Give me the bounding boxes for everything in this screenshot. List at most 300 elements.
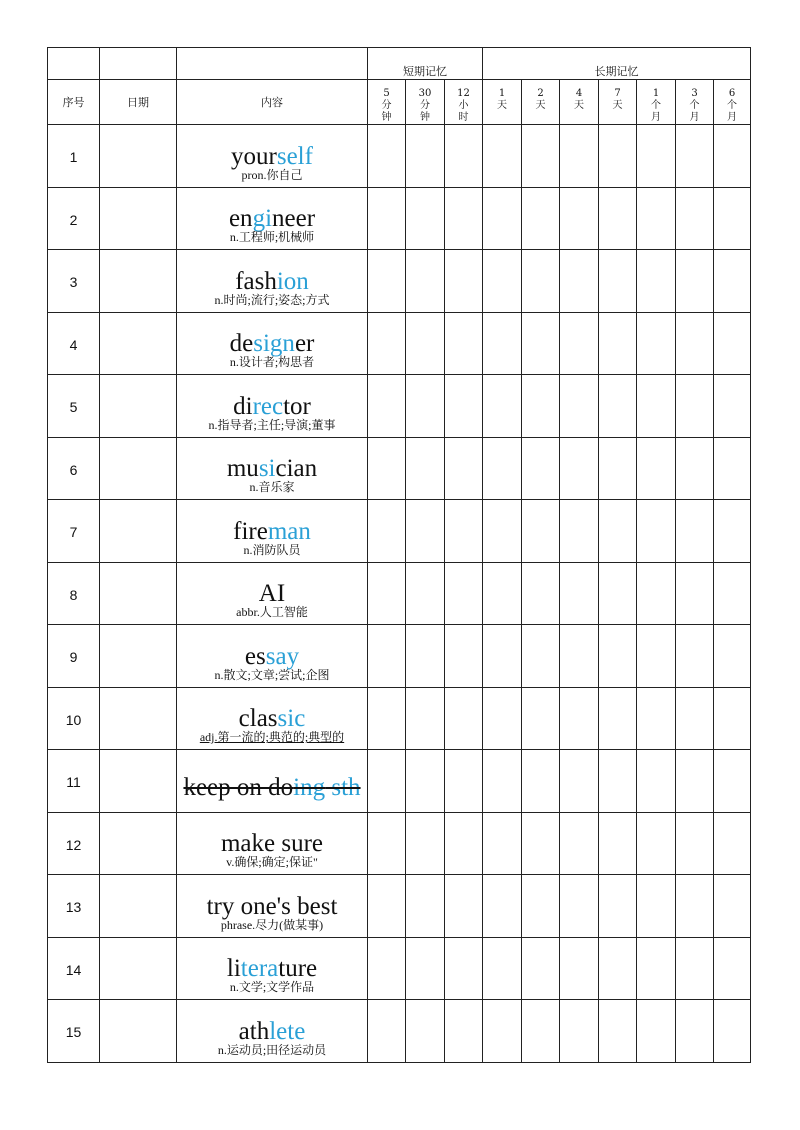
word-meaning: pron.你自己 <box>241 167 303 182</box>
review-check-cell[interactable] <box>368 750 406 813</box>
word-part: er <box>294 330 315 358</box>
date-cell[interactable] <box>100 312 177 375</box>
review-check-cell[interactable] <box>676 812 714 875</box>
interval-label-part: 个 <box>651 100 661 111</box>
review-check-cell[interactable] <box>368 812 406 875</box>
row-index: 15 <box>48 1000 100 1063</box>
content-cell <box>177 875 368 938</box>
content-cell <box>177 562 368 625</box>
interval-label-part: 钟 <box>420 112 430 123</box>
review-check-cell[interactable] <box>599 1000 637 1063</box>
date-cell[interactable] <box>100 625 177 688</box>
interval-label-part: 1 <box>498 88 506 99</box>
review-check-cell[interactable] <box>445 250 483 313</box>
review-check-cell[interactable] <box>599 125 637 188</box>
review-check-cell[interactable] <box>368 375 406 438</box>
review-check-cell[interactable] <box>406 562 445 625</box>
review-check-cell[interactable] <box>714 562 751 625</box>
review-check-cell[interactable] <box>637 1000 676 1063</box>
review-check-cell[interactable] <box>445 750 483 813</box>
review-check-cell[interactable] <box>406 250 445 313</box>
review-check-cell[interactable] <box>676 750 714 813</box>
word-meaning: adj.第一流的;典范的;典型的 <box>199 730 345 745</box>
review-check-cell[interactable] <box>406 687 445 750</box>
interval-label-part: 天 <box>535 100 546 111</box>
review-check-cell[interactable] <box>676 937 714 1000</box>
table-row <box>48 750 751 813</box>
vocab-word <box>177 706 367 731</box>
review-check-cell[interactable] <box>406 125 445 188</box>
vocab-word <box>177 206 367 231</box>
vocab-word <box>177 831 367 856</box>
review-check-cell[interactable] <box>368 875 406 938</box>
review-check-cell[interactable] <box>483 500 522 563</box>
word-part: clas <box>238 705 278 733</box>
review-check-cell[interactable] <box>637 437 676 500</box>
review-check-cell[interactable] <box>637 250 676 313</box>
review-check-cell[interactable] <box>406 875 445 938</box>
word-part: your <box>231 142 277 170</box>
word-part: en <box>228 205 253 233</box>
header-blank-cell <box>48 48 100 80</box>
row-index: 9 <box>48 625 100 688</box>
review-check-cell[interactable] <box>676 437 714 500</box>
review-check-cell[interactable] <box>637 687 676 750</box>
interval-label-part: 天 <box>612 100 623 111</box>
review-check-cell[interactable] <box>368 937 406 1000</box>
date-cell[interactable] <box>100 1000 177 1063</box>
review-check-cell[interactable] <box>560 562 599 625</box>
word-highlight: ing <box>293 773 326 801</box>
review-check-cell[interactable] <box>560 687 599 750</box>
date-cell[interactable] <box>100 125 177 188</box>
review-check-cell[interactable] <box>560 437 599 500</box>
review-check-cell[interactable] <box>368 312 406 375</box>
row-index: 2 <box>48 187 100 250</box>
review-check-cell[interactable] <box>483 687 522 750</box>
word-part: li <box>226 955 241 983</box>
review-check-cell[interactable] <box>483 812 522 875</box>
review-check-cell[interactable] <box>560 250 599 313</box>
interval-label-part: 月 <box>689 112 700 123</box>
row-index: 3 <box>48 250 100 313</box>
interval-label-part: 30 <box>418 88 432 99</box>
review-check-cell[interactable] <box>637 312 676 375</box>
date-cell[interactable] <box>100 937 177 1000</box>
word-meaning: v.确保;确定;保证" <box>226 855 318 870</box>
review-check-cell[interactable] <box>599 625 637 688</box>
review-check-cell[interactable] <box>483 187 522 250</box>
word-part: make sure <box>220 830 324 858</box>
vocab-word <box>177 644 367 669</box>
vocab-word <box>177 956 367 981</box>
table-row <box>48 625 751 688</box>
review-check-cell[interactable] <box>522 750 560 813</box>
review-check-cell[interactable] <box>714 875 751 938</box>
review-check-cell[interactable] <box>445 312 483 375</box>
review-check-cell[interactable] <box>445 687 483 750</box>
review-check-cell[interactable] <box>560 812 599 875</box>
review-check-cell[interactable] <box>368 687 406 750</box>
date-column-header: 日期 <box>100 80 177 125</box>
row-index: 10 <box>48 687 100 750</box>
interval-header-8 <box>637 80 676 125</box>
review-check-cell[interactable] <box>599 375 637 438</box>
date-cell[interactable] <box>100 875 177 938</box>
word-part: di <box>233 392 253 420</box>
review-check-cell[interactable] <box>676 625 714 688</box>
date-cell[interactable] <box>100 750 177 813</box>
vocab-word <box>177 331 367 356</box>
content-cell <box>177 750 368 813</box>
review-check-cell[interactable] <box>599 562 637 625</box>
interval-label-part: 6 <box>728 88 736 99</box>
row-index: 6 <box>48 437 100 500</box>
row-index: 14 <box>48 937 100 1000</box>
review-check-cell[interactable] <box>406 937 445 1000</box>
content-column-header: 内容 <box>177 80 368 125</box>
review-check-cell[interactable] <box>368 1000 406 1063</box>
interval-label-part: 天 <box>497 100 507 111</box>
table-row <box>48 937 751 1000</box>
review-check-cell[interactable] <box>445 437 483 500</box>
review-check-cell[interactable] <box>637 187 676 250</box>
review-check-cell[interactable] <box>406 375 445 438</box>
review-check-cell[interactable] <box>522 125 560 188</box>
review-check-cell[interactable] <box>676 500 714 563</box>
interval-label-part: 月 <box>727 112 737 123</box>
review-check-cell[interactable] <box>714 812 751 875</box>
interval-label-part: 个 <box>689 100 700 111</box>
vocab-word <box>177 456 367 481</box>
review-check-cell[interactable] <box>445 1000 483 1063</box>
review-check-cell[interactable] <box>522 625 560 688</box>
word-part: cian <box>275 455 318 483</box>
review-check-cell[interactable] <box>637 562 676 625</box>
review-check-cell[interactable] <box>560 937 599 1000</box>
review-check-cell[interactable] <box>714 500 751 563</box>
review-check-cell[interactable] <box>445 875 483 938</box>
review-check-cell[interactable] <box>560 312 599 375</box>
review-check-cell[interactable] <box>560 1000 599 1063</box>
review-check-cell[interactable] <box>637 375 676 438</box>
word-meaning: n.设计者;构思者 <box>229 355 315 370</box>
review-check-cell[interactable] <box>714 375 751 438</box>
review-check-cell[interactable] <box>368 125 406 188</box>
content-cell <box>177 687 368 750</box>
review-check-cell[interactable] <box>714 625 751 688</box>
table-row <box>48 812 751 875</box>
review-check-cell[interactable] <box>445 500 483 563</box>
date-cell[interactable] <box>100 687 177 750</box>
word-highlight: sic <box>277 705 306 733</box>
review-check-cell[interactable] <box>676 187 714 250</box>
review-check-cell[interactable] <box>599 187 637 250</box>
table-row <box>48 187 751 250</box>
vocab-word <box>177 1019 367 1044</box>
review-check-cell[interactable] <box>445 625 483 688</box>
review-check-cell[interactable] <box>714 187 751 250</box>
review-check-cell[interactable] <box>483 375 522 438</box>
interval-header-5 <box>522 80 560 125</box>
review-check-cell[interactable] <box>599 687 637 750</box>
header-blank-cell <box>100 48 177 80</box>
vocab-word <box>177 519 367 544</box>
row-index: 12 <box>48 812 100 875</box>
word-meaning: phrase.尽力(做某事) <box>220 917 324 932</box>
row-index: 13 <box>48 875 100 938</box>
review-check-cell[interactable] <box>368 625 406 688</box>
word-part: ture <box>278 955 318 983</box>
review-check-cell[interactable] <box>714 750 751 813</box>
review-check-cell[interactable] <box>714 937 751 1000</box>
word-part: keep on do <box>183 773 294 801</box>
table-row <box>48 687 751 750</box>
interval-label-part: 3 <box>691 88 698 99</box>
review-check-cell[interactable] <box>445 375 483 438</box>
review-table <box>47 47 751 1063</box>
table-row <box>48 125 751 188</box>
review-check-cell[interactable] <box>599 875 637 938</box>
review-check-cell[interactable] <box>599 812 637 875</box>
review-check-cell[interactable] <box>406 187 445 250</box>
review-check-cell[interactable] <box>483 625 522 688</box>
content-cell <box>177 187 368 250</box>
review-check-cell[interactable] <box>406 437 445 500</box>
review-check-cell[interactable] <box>445 562 483 625</box>
word-part: neer <box>272 205 316 233</box>
review-check-cell[interactable] <box>676 125 714 188</box>
word-highlight: lete <box>269 1017 306 1045</box>
table-row <box>48 562 751 625</box>
vocab-word <box>177 394 367 419</box>
date-cell[interactable] <box>100 562 177 625</box>
word-meaning: abbr.人工智能 <box>236 605 308 620</box>
row-index: 7 <box>48 500 100 563</box>
review-check-cell[interactable] <box>560 625 599 688</box>
review-check-cell[interactable] <box>483 250 522 313</box>
date-cell[interactable] <box>100 375 177 438</box>
review-check-cell[interactable] <box>483 312 522 375</box>
review-check-cell[interactable] <box>637 750 676 813</box>
word-meaning: n.指导者;主任;导演;董事 <box>208 417 336 432</box>
interval-header-3 <box>445 80 483 125</box>
review-check-cell[interactable] <box>522 250 560 313</box>
word-part: tor <box>283 392 311 420</box>
interval-header-6 <box>560 80 599 125</box>
header-row-1 <box>48 48 751 80</box>
word-highlight: sign <box>253 330 295 358</box>
review-check-cell[interactable] <box>522 312 560 375</box>
review-check-cell[interactable] <box>599 312 637 375</box>
review-check-cell[interactable] <box>714 437 751 500</box>
vocab-word <box>177 581 367 606</box>
review-check-cell[interactable] <box>522 375 560 438</box>
review-check-cell[interactable] <box>483 1000 522 1063</box>
word-part: mu <box>226 455 259 483</box>
review-check-cell[interactable] <box>676 312 714 375</box>
review-check-cell[interactable] <box>445 937 483 1000</box>
word-meaning: n.运动员;田径运动员 <box>217 1042 327 1057</box>
interval-header-9 <box>676 80 714 125</box>
review-check-cell[interactable] <box>560 187 599 250</box>
word-highlight: tera <box>240 955 279 983</box>
word-part: fash <box>235 267 277 295</box>
vocab-word <box>177 775 367 801</box>
interval-label-part: 时 <box>458 112 469 123</box>
short-term-header: 短期记忆 <box>368 48 483 80</box>
review-check-cell[interactable] <box>522 437 560 500</box>
date-cell[interactable] <box>100 812 177 875</box>
review-check-cell[interactable] <box>637 625 676 688</box>
review-check-cell[interactable] <box>560 750 599 813</box>
review-check-cell[interactable] <box>445 187 483 250</box>
index-column-header: 序号 <box>48 80 100 125</box>
review-check-cell[interactable] <box>406 500 445 563</box>
review-check-cell[interactable] <box>522 687 560 750</box>
review-check-cell[interactable] <box>599 937 637 1000</box>
row-index: 11 <box>48 750 100 813</box>
review-check-cell[interactable] <box>560 125 599 188</box>
interval-header-4 <box>483 80 522 125</box>
review-check-cell[interactable] <box>483 562 522 625</box>
interval-header-10 <box>714 80 751 125</box>
review-check-cell[interactable] <box>522 562 560 625</box>
review-check-cell[interactable] <box>483 937 522 1000</box>
content-cell <box>177 125 368 188</box>
review-check-cell[interactable] <box>522 1000 560 1063</box>
review-check-cell[interactable] <box>522 937 560 1000</box>
review-check-cell[interactable] <box>599 250 637 313</box>
interval-label-part: 月 <box>651 112 661 123</box>
header-blank-cell <box>177 48 368 80</box>
table-row <box>48 500 751 563</box>
review-check-cell[interactable] <box>714 250 751 313</box>
review-check-cell[interactable] <box>368 562 406 625</box>
interval-label-part: 5 <box>383 88 390 99</box>
word-meaning: n.音乐家 <box>249 480 295 495</box>
word-highlight: rec <box>252 392 284 420</box>
content-cell <box>177 312 368 375</box>
word-part: de <box>229 330 254 358</box>
review-check-cell[interactable] <box>637 937 676 1000</box>
review-check-cell[interactable] <box>676 875 714 938</box>
interval-label-part: 个 <box>727 100 737 111</box>
review-check-cell[interactable] <box>522 500 560 563</box>
review-check-cell[interactable] <box>483 750 522 813</box>
review-check-cell[interactable] <box>599 500 637 563</box>
word-highlight: si <box>258 455 276 483</box>
interval-label-part: 2 <box>537 88 544 99</box>
vocab-word <box>177 144 367 169</box>
word-meaning: n.消防队员 <box>243 542 301 557</box>
review-check-cell[interactable] <box>599 750 637 813</box>
word-highlight: gi <box>252 205 273 233</box>
review-check-cell[interactable] <box>714 125 751 188</box>
review-check-cell[interactable] <box>406 625 445 688</box>
interval-label-part: 12 <box>457 88 470 99</box>
review-check-cell[interactable] <box>522 875 560 938</box>
review-check-cell[interactable] <box>676 250 714 313</box>
review-check-cell[interactable] <box>483 125 522 188</box>
date-cell[interactable] <box>100 500 177 563</box>
word-highlight: sth <box>325 773 361 801</box>
review-check-cell[interactable] <box>714 312 751 375</box>
word-meaning: n.文学;文学作品 <box>229 980 315 995</box>
date-cell[interactable] <box>100 187 177 250</box>
interval-label-part: 天 <box>574 100 584 111</box>
review-check-cell[interactable] <box>522 812 560 875</box>
interval-header-7 <box>599 80 637 125</box>
interval-label-part: 1 <box>652 88 660 99</box>
review-check-cell[interactable] <box>445 125 483 188</box>
row-index: 5 <box>48 375 100 438</box>
review-check-cell[interactable] <box>522 187 560 250</box>
word-part: ath <box>238 1017 270 1045</box>
review-check-cell[interactable] <box>676 562 714 625</box>
review-check-cell[interactable] <box>637 500 676 563</box>
content-cell <box>177 437 368 500</box>
review-check-cell[interactable] <box>483 437 522 500</box>
review-check-cell[interactable] <box>368 500 406 563</box>
interval-header-1 <box>368 80 406 125</box>
header-row-2 <box>48 80 751 125</box>
row-index: 1 <box>48 125 100 188</box>
word-highlight: say <box>265 642 300 670</box>
vocab-word <box>177 269 367 294</box>
review-check-cell[interactable] <box>406 812 445 875</box>
review-check-cell[interactable] <box>714 687 751 750</box>
review-check-cell[interactable] <box>483 875 522 938</box>
review-check-cell[interactable] <box>676 375 714 438</box>
review-check-cell[interactable] <box>637 812 676 875</box>
date-cell[interactable] <box>100 437 177 500</box>
word-part: AI <box>258 580 286 608</box>
review-check-cell[interactable] <box>599 437 637 500</box>
long-term-header: 长期记忆 <box>483 48 751 80</box>
review-check-cell[interactable] <box>714 1000 751 1063</box>
review-check-cell[interactable] <box>368 187 406 250</box>
interval-header-2 <box>406 80 445 125</box>
review-check-cell[interactable] <box>445 812 483 875</box>
review-check-cell[interactable] <box>676 687 714 750</box>
content-cell <box>177 250 368 313</box>
table-row <box>48 437 751 500</box>
review-check-cell[interactable] <box>406 312 445 375</box>
review-check-cell[interactable] <box>560 375 599 438</box>
content-cell <box>177 500 368 563</box>
word-part: es <box>244 642 266 670</box>
word-meaning: n.时尚;流行;姿态;方式 <box>214 292 330 307</box>
review-check-cell[interactable] <box>368 437 406 500</box>
word-meaning: n.散文;文章;尝试;企图 <box>214 667 330 682</box>
review-check-cell[interactable] <box>406 750 445 813</box>
content-cell <box>177 812 368 875</box>
review-check-cell[interactable] <box>406 1000 445 1063</box>
content-cell <box>177 375 368 438</box>
table-row <box>48 250 751 313</box>
review-check-cell[interactable] <box>676 1000 714 1063</box>
review-check-cell[interactable] <box>560 875 599 938</box>
review-check-cell[interactable] <box>637 875 676 938</box>
review-check-cell[interactable] <box>560 500 599 563</box>
date-cell[interactable] <box>100 250 177 313</box>
review-check-cell[interactable] <box>368 250 406 313</box>
row-index: 8 <box>48 562 100 625</box>
review-check-cell[interactable] <box>637 125 676 188</box>
table-row <box>48 375 751 438</box>
word-part: try one's best <box>206 892 338 920</box>
